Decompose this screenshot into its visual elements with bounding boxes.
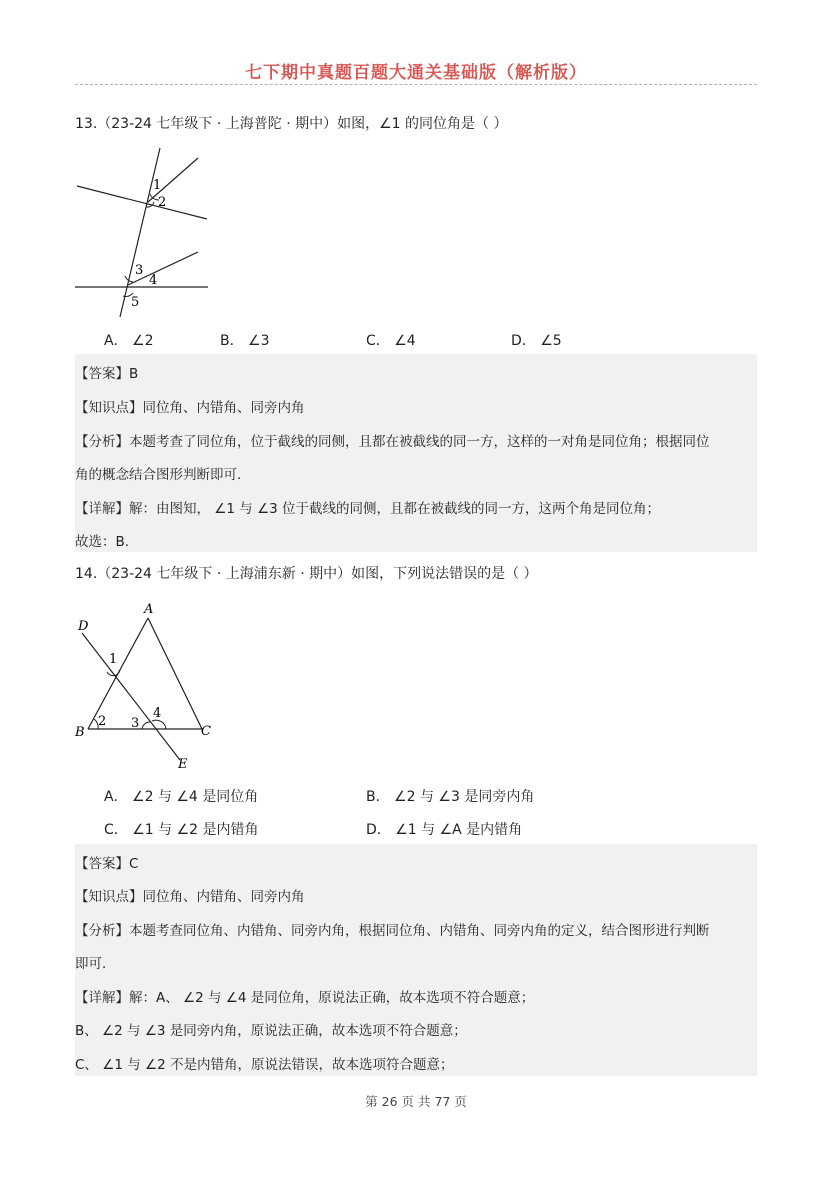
q14-analysis: 【分析】本题考查同位角、内错角、同旁内角，根据同位角、内错角、同旁内角的定义，结合图形进行判断 xyxy=(75,923,710,939)
q13-analysis-cont: 角的概念结合图形判断即可． xyxy=(75,467,251,483)
header-divider xyxy=(75,84,757,85)
angle-arc xyxy=(152,720,166,729)
question-13-stem: 13.（23-24 七年级下 · 上海普陀 · 期中）如图，∠1 的同位角是（ ） xyxy=(75,116,508,132)
q14-solution-box xyxy=(75,844,757,1076)
vertex-label-b: B xyxy=(75,725,85,740)
q14-detail-a: 【详解】解：A、 ∠2 与 ∠4 是同位角，原说法正确，故本选项不符合题意； xyxy=(75,990,535,1006)
q13-solution-box xyxy=(75,354,757,552)
question-14-figure xyxy=(68,598,228,778)
vertex-label-e: E xyxy=(178,757,188,772)
q13-analysis: 【分析】本题考查了同位角，位于截线的同侧，且都在被截线的同一方，这样的一对角是同位角；根据同位 xyxy=(75,434,710,450)
question-13-figure xyxy=(70,142,220,322)
angle-label-4: 4 xyxy=(153,706,162,721)
q14-knowledge: 【知识点】同位角、内错角、同旁内角 xyxy=(75,889,305,905)
angle-label-5: 5 xyxy=(131,295,140,310)
angle-label-3: 3 xyxy=(131,716,140,731)
q13-option-a[interactable]: A． ∠2 xyxy=(104,333,154,349)
line-de xyxy=(82,633,180,760)
vertex-label-c: C xyxy=(201,724,211,739)
q13-knowledge: 【知识点】同位角、内错角、同旁内角 xyxy=(75,400,305,416)
q13-conclusion: 故选：B. xyxy=(75,534,130,550)
question-14-stem: 14.（23-24 七年级下 · 上海浦东新 · 期中）如图，下列说法错误的是（ ） xyxy=(75,566,538,582)
q14-option-c[interactable]: C． ∠1 与 ∠2 是内错角 xyxy=(104,822,259,838)
document-title: 七下期中真题百题大通关基础版（解析版） xyxy=(245,63,587,83)
angle-label-2: 2 xyxy=(158,195,167,210)
vertex-label-a: A xyxy=(144,602,154,617)
angle-arc xyxy=(142,722,150,729)
q14-analysis-cont: 即可． xyxy=(75,956,116,972)
q13-option-b[interactable]: B． ∠3 xyxy=(220,333,270,349)
angle-label-1: 1 xyxy=(153,178,162,193)
q14-detail-c: C、 ∠1 与 ∠2 不是内错角，原说法错误，故本选项符合题意； xyxy=(75,1057,454,1073)
q14-option-a[interactable]: A． ∠2 与 ∠4 是同位角 xyxy=(104,789,259,805)
transversal-line xyxy=(120,148,160,317)
q14-option-d[interactable]: D． ∠1 与 ∠A 是内错角 xyxy=(366,822,523,838)
angle-label-2: 2 xyxy=(98,714,107,729)
angle-label-4: 4 xyxy=(149,273,158,288)
angle-label-1: 1 xyxy=(109,652,118,667)
q14-detail-b: B、 ∠2 与 ∠3 是同旁内角，原说法正确，故本选项不符合题意； xyxy=(75,1023,467,1039)
upper-cut-line xyxy=(77,186,207,219)
q13-detail: 【详解】解：由图知， ∠1 与 ∠3 位于截线的同侧，且都在被截线的同一方，这两个角是同位角； xyxy=(75,501,661,517)
q14-option-b[interactable]: B． ∠2 与 ∠3 是同旁内角 xyxy=(366,789,535,805)
q13-option-c[interactable]: C． ∠4 xyxy=(366,333,416,349)
angle-label-3: 3 xyxy=(135,263,144,278)
q13-option-d[interactable]: D． ∠5 xyxy=(511,333,562,349)
q13-answer: 【答案】B xyxy=(75,366,139,382)
page-number: 第 26 页 共 77 页 xyxy=(365,1094,467,1109)
vertex-label-d: D xyxy=(78,619,89,634)
q14-answer: 【答案】C xyxy=(75,856,139,872)
